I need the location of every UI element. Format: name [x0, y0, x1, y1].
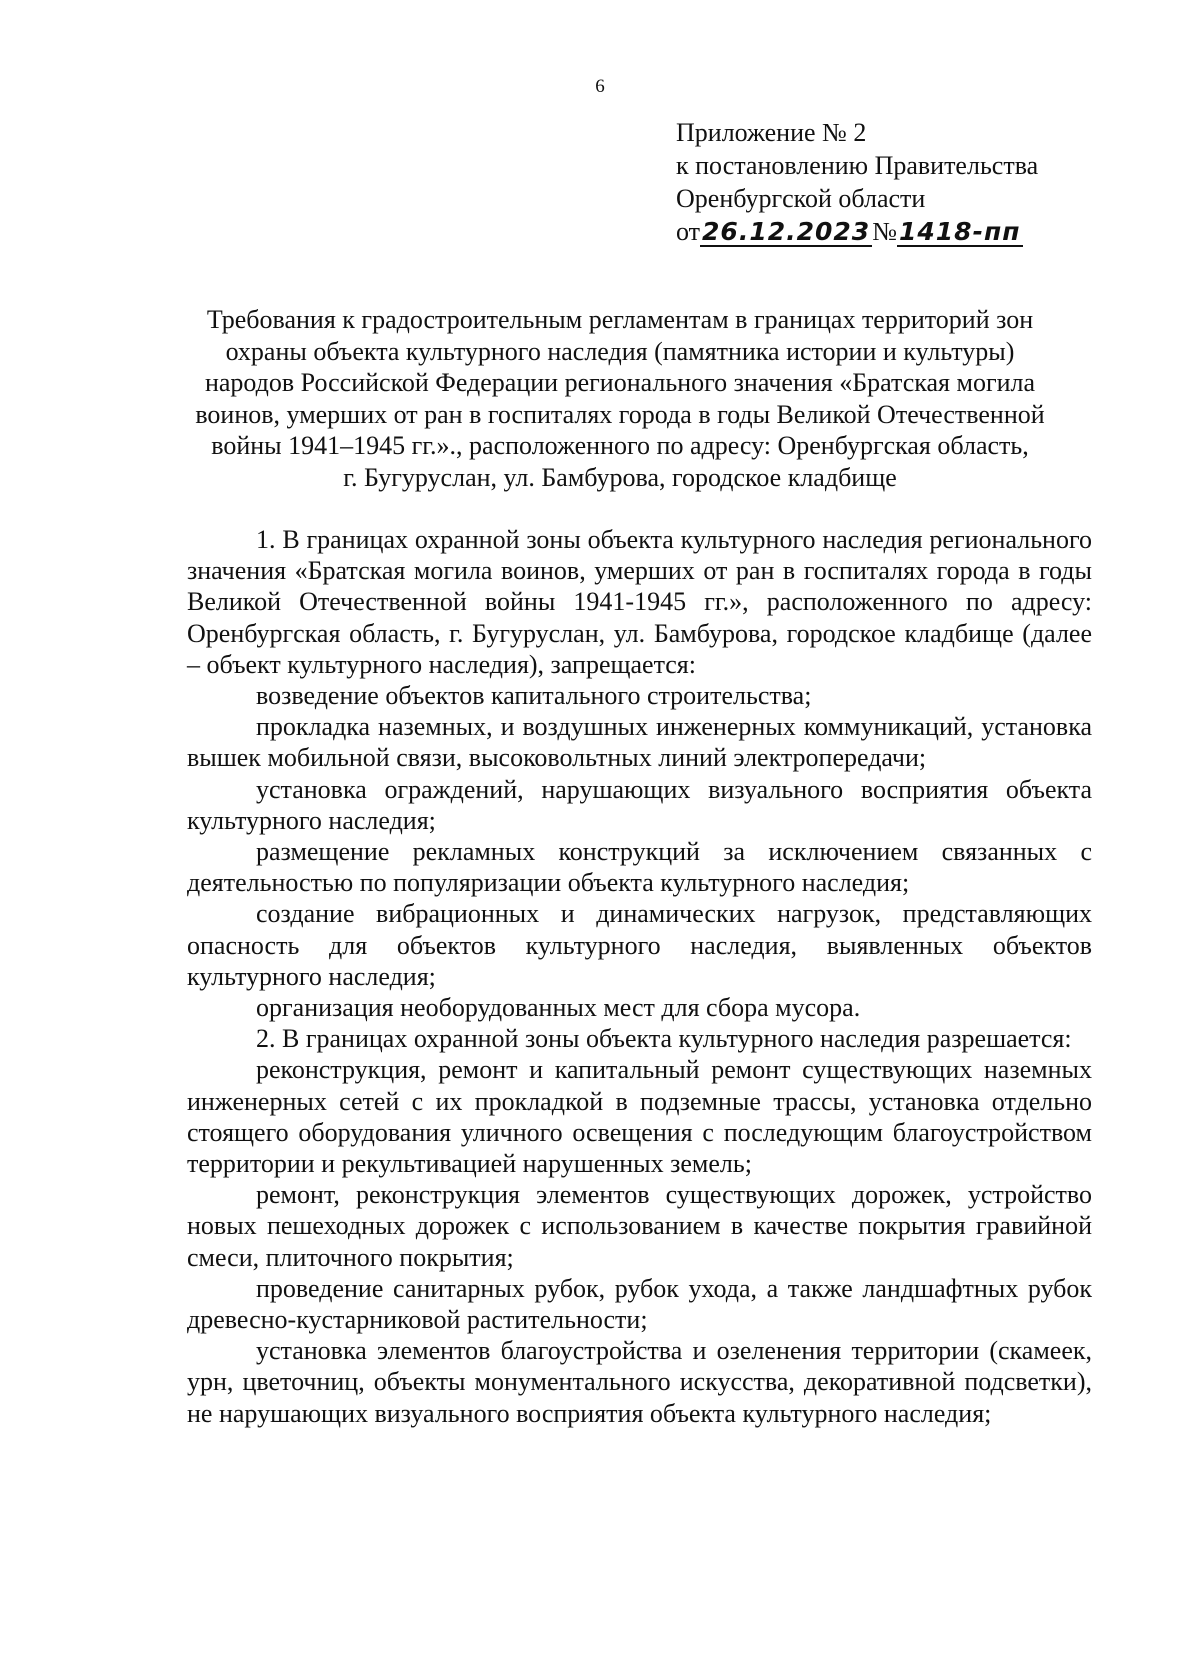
list-item: ремонт, реконструкция элементов существующих дорожек, устройство новых пешеходных дорожек с использованием в качестве покрытия гравийной смеси, плиточного покрытия;: [187, 1180, 1092, 1272]
appendix-line-2: к постановлению Правительства: [676, 151, 1039, 180]
page-number: 6: [595, 76, 605, 97]
appendix-header: [676, 116, 1156, 248]
list-item: размещение рекламных конструкций за исключением связанных с деятельностью по популяризации объекта культурного наследия;: [187, 837, 1092, 898]
paragraph-1-prohibited: 1. В границах охранной зоны объекта культурного наследия регионального значения «Братская могила воинов, умерших от ран в госпиталях города в годы Великой Отечественной войны 1941-1945 гг.», расположенного по адресу: Оренбургская область, г. Бугуруслан, ул. Бамбурова, городское кладбище (далее – объект культурного наследия), запрещается:: [187, 525, 1092, 679]
list-item: установка ограждений, нарушающих визуального восприятия объекта культурного наследия;: [187, 774, 1092, 835]
list-item: установка элементов благоустройства и озеленения территории (скамеек, урн, цветочниц, объекты монументального искусства, декоративной подсветки), не нарушающих визуального восприятия объекта культурного наследия;: [187, 1336, 1092, 1428]
appendix-line-3: Оренбургской области: [676, 184, 926, 213]
document-body: [187, 524, 1092, 1429]
title-line: г. Бугуруслан, ул. Бамбурова, городское кладбище: [343, 462, 897, 492]
list-item: прокладка наземных, и воздушных инженерных коммуникаций, установка вышек мобильной связи, высоковольтных линий электропередачи;: [187, 712, 1092, 773]
handwritten-date: 26.12.2023: [702, 217, 871, 246]
appendix-line-1: Приложение № 2: [676, 118, 867, 147]
number-label: №: [872, 217, 897, 246]
paragraph-2-permitted: 2. В границах охранной зоны объекта культурного наследия разрешается:: [256, 1024, 1072, 1054]
title-line: народов Российской Федерации регионального значения «Братская могила: [204, 368, 1036, 397]
title-line: охраны объекта культурного наследия (памятника истории и культуры): [225, 336, 1015, 366]
list-item: реконструкция, ремонт и капитальный ремонт существующих наземных инженерных сетей с их прокладкой в подземные трассы, установка отдельно стоящего оборудования уличного освещения с последующим благоустройством территории и рекультивацией нарушенных земель;: [187, 1055, 1092, 1179]
handwritten-number: 1418-пп: [899, 217, 1021, 246]
list-item: организация необорудованных мест для сбора мусора.: [256, 993, 861, 1023]
title-line: воинов, умерших от ран в госпиталях города в годы Великой Отечественной: [195, 399, 1045, 429]
from-label: от: [676, 217, 701, 246]
title-line: войны 1941–1945 гг.»., расположенного по адресу: Оренбургская область,: [211, 431, 1029, 460]
document-title: [150, 304, 1090, 493]
list-item: создание вибрационных и динамических нагрузок, представляющих опасность для объектов культурного наследия, выявленных объектов культурного наследия;: [187, 899, 1092, 991]
title-line: Требования к градостроительным регламентам в границах территорий зон: [206, 305, 1034, 334]
list-item: возведение объектов капитального строительства;: [256, 681, 812, 711]
list-item: проведение санитарных рубок, рубок ухода, а также ландшафтных рубок древесно-кустарниковой растительности;: [187, 1273, 1092, 1335]
appendix-date-line: [676, 215, 1156, 248]
